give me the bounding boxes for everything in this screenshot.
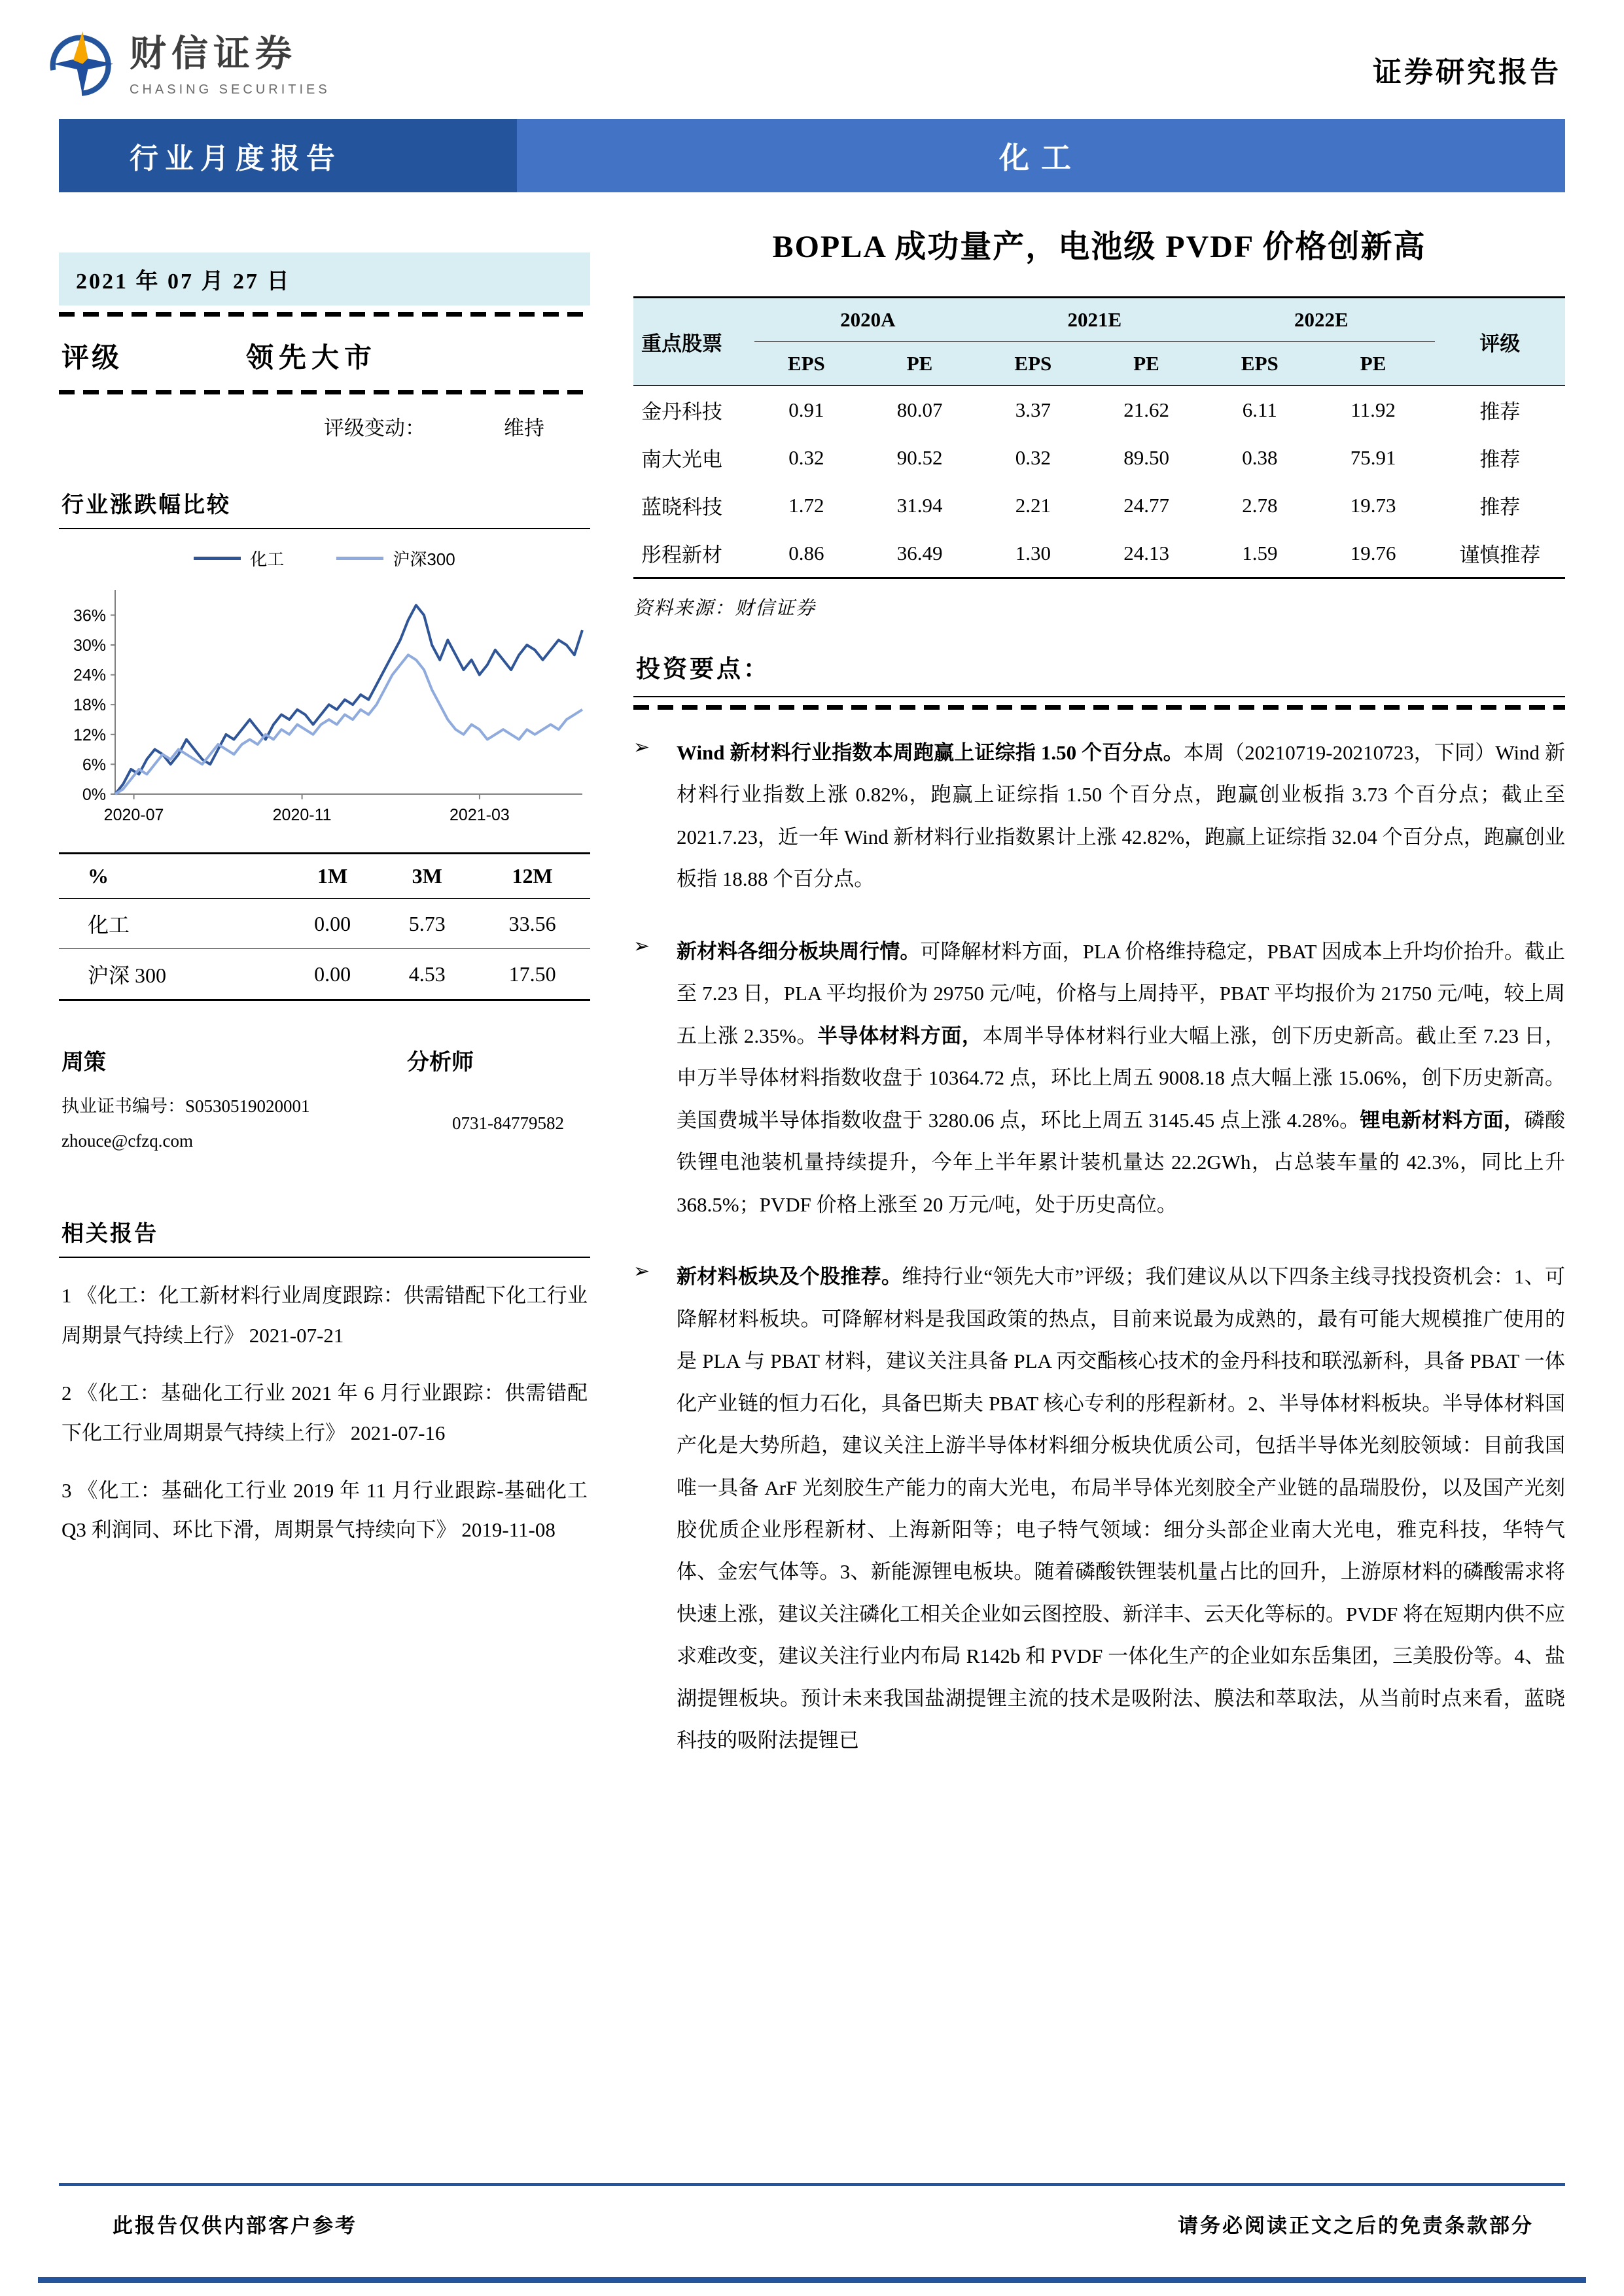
perf-table-row [59,949,590,1000]
bottom-rule [38,2277,1586,2283]
svg-text:0%: 0% [82,786,106,804]
stock-value: 1.30 [1015,541,1051,565]
legend-item-化工 [194,546,284,570]
investment-point-text: 新材料板块及个股推荐。维持行业“领先大市”评级；我们建议从以下四条主线寻找投资机会：1、可降解材料板块。可降解材料是我国政策的热点，目前来说最为成熟的，最有可能大规模推广使用的是 PLA 与 PBAT 材料，建议关注具备 PLA 丙交酯核心技术的金丹科技和联泓新科，具备 PBAT 一体化产业链的恒力石化，具备巴斯夫 PBAT 核心专利的彤程新材。2、半导体材料板块。半导体材料国产化是大势所趋，建议关注上游半导体材料细分板块优质公司，包括半导体光刻胶领域：目前我国唯一具备 ArF 光刻胶生产能力的南大光电，布局半导体光刻胶全产业链的晶瑞股份，以及国产光刻胶优质企业彤程新材、上海新阳等；电子特气领域：细分头部企业南大光电，雅克科技，华特气体、金宏气体等。3、新能源锂电板块。随着磷酸铁锂装机量占比的回升，上游原材料的磷酸需求将快速上涨，建议关注磷化工相关企业如云图控股、新洋丰、云天化等标的。PVDF 将在短期内供不应求难改变，建议关注行业内布局 R142b 和 PVDF 一体化生产的企业如东岳集团，三美股份等。4、盐湖提锂板块。预计未来我国盐湖提锂主流的技术是吸附法、膜法和萃取法，从当前时点来看，蓝晓科技的吸附法提锂已 [677,1265,1566,1752]
stock-value: 80.07 [896,398,943,421]
svg-text:6%: 6% [82,756,106,774]
stock-name: 金丹科技 [641,400,722,423]
industry-performance-chart [59,529,590,835]
svg-text:24%: 24% [73,666,106,685]
stock-rating: 推荐 [1479,400,1521,423]
stock-value: 1.72 [788,493,824,517]
perf-table-row [59,899,590,949]
logo-text [130,25,330,97]
analyst-cert: 执业证书编号：S0530519020001 [62,1096,310,1116]
stock-value: 36.49 [896,541,943,565]
bullet-arrow-icon: ➢ [633,737,650,758]
stock-value: 1.59 [1242,541,1278,565]
legend-line-icon [194,557,241,560]
analyst-name: 周策 [62,1051,106,1075]
stock-value: 89.50 [1123,445,1169,469]
related-reports-list [59,1276,590,1550]
footer-right-note: 请务必阅读正文之后的免责条款部分 [1178,2214,1534,2237]
report-title: BOPLA 成功量产，电池级 PVDF 价格创新高 [772,230,1426,264]
stock-name: 彤程新材 [641,544,722,566]
dashed-divider [59,312,590,317]
investment-point [633,1256,1565,1762]
perf-value: 17.50 [508,962,556,986]
stock-subheader-pe: PE [858,342,981,386]
perf-row-label: 化工 [88,913,130,937]
stock-value: 6.11 [1242,398,1277,421]
perf-header-12m: 12M [512,864,553,888]
svg-text:12%: 12% [73,725,106,744]
svg-text:2020-07: 2020-07 [103,806,164,824]
chart-section-title: 行业涨跌幅比较 [59,476,590,529]
stock-subheader-eps: EPS [754,342,858,386]
rating-value: 领先大市 [246,343,378,374]
analyst-email: zhouce@cfzq.com [62,1130,194,1151]
svg-text:36%: 36% [73,606,106,625]
analyst-title: 分析师 [407,1051,474,1075]
svg-text:2020-11: 2020-11 [272,806,332,824]
key-stocks-table [633,296,1565,579]
stock-table-group-header: 重点股票 [633,298,754,386]
footer-left-note: 此报告仅供内部客户参考 [113,2214,357,2237]
perf-value: 0.00 [314,962,351,986]
stock-table-year-2020: 2020A [754,298,981,342]
stock-value: 3.37 [1015,398,1051,421]
related-report-item: 2 《化工：基础化工行业 2021 年 6 月行业跟踪：供需错配下化工行业周期景气持续上行》 2021-07-16 [62,1382,588,1444]
perf-value: 5.73 [408,911,446,935]
stock-value: 90.52 [896,445,943,469]
sidebar [59,218,590,1792]
rating-change-label: 评级变动： [324,417,425,440]
analyst-block [59,1044,590,1158]
legend-item-沪深300 [336,546,455,570]
analyst-detail [59,1089,590,1158]
stock-subheader-eps: EPS [981,342,1085,386]
investment-point [633,732,1565,901]
report-type-label: 证券研究报告 [1373,56,1561,88]
stock-value: 2.78 [1242,493,1278,517]
stock-row [633,386,1565,434]
stock-value: 2.21 [1015,493,1051,517]
stock-value: 0.91 [788,398,824,421]
stock-table-rating-header: 评级 [1435,298,1565,386]
stock-value: 0.38 [1242,445,1278,469]
stock-table-year-2021: 2021E [981,298,1209,342]
perf-value: 33.56 [508,911,556,935]
stock-value: 75.91 [1350,445,1396,469]
content-columns [0,218,1624,1792]
stock-value: 24.77 [1123,493,1169,517]
legend-label: 沪深300 [393,549,455,569]
svg-text:30%: 30% [73,636,106,655]
investment-points [633,732,1565,1762]
svg-text:18%: 18% [73,696,106,715]
stock-name: 南大光电 [641,448,722,471]
stock-value: 0.86 [788,541,824,565]
related-reports-section [59,1205,590,1550]
dashed-divider [59,390,590,394]
page-header [0,0,1624,103]
perf-value: 4.53 [408,962,446,986]
investment-point-text: Wind 新材料行业指数本周跑赢上证综指 1.50 个百分点。本周（20210719-20210723，下同）Wind 新材料行业指数上涨 0.82%，跑赢上证综指 1.50 个百分点，跑赢创业板指 3.73 个百分点；截止至 2021.7.23，近一年 Wind 新材料行业指数累计上涨 42.82%，跑赢上证综指 32.04 个百分点，跑赢创业板指 18.88 个百分点。 [677,741,1565,891]
industry-label: 化工 [517,119,1565,192]
svg-text:2021-03: 2021-03 [450,806,510,824]
analyst-phone: 0731-84779582 [452,1113,564,1134]
related-report-item: 3 《化工：基础化工行业 2019 年 11 月行业跟踪-基础化工 Q3 利润同、环比下滑，周期景气持续向下》 2019-11-08 [62,1479,588,1542]
perf-header-pct: % [88,864,109,888]
perf-header-1m: 1M [317,864,348,888]
footer-divider [59,2183,1565,2186]
related-reports-title: 相关报告 [59,1205,590,1258]
perf-value: 0.00 [314,911,351,935]
rating-change-value: 维持 [504,417,544,440]
bullet-arrow-icon: ➢ [633,1261,650,1283]
data-source: 资料来源：财信证券 [633,598,817,619]
investment-points-title: 投资要点： [633,646,1565,697]
stock-row [633,481,1565,529]
logo-name-cn: 财信证券 [130,32,297,74]
investment-point [633,931,1565,1226]
legend-line-icon [336,557,383,560]
stock-value: 31.94 [896,493,943,517]
stock-subheader-pe: PE [1312,342,1435,386]
line-chart [59,573,590,829]
dashed-divider [633,705,1565,710]
stock-value: 11.92 [1350,398,1396,421]
stock-table-header-row1 [633,298,1565,342]
rating-row [59,323,590,383]
chart-legend [59,546,590,570]
perf-row-label: 沪深 300 [88,964,167,987]
stock-rating: 谨慎推荐 [1459,544,1541,566]
stock-row [633,434,1565,481]
page-footer [59,2209,1565,2238]
bullet-arrow-icon: ➢ [633,935,650,957]
stock-name: 蓝晓科技 [641,496,722,519]
report-date: 2021 年 07 月 27 日 [59,252,590,305]
company-logo [39,22,330,99]
stock-table-header-row2 [633,342,1565,386]
stock-value: 24.13 [1123,541,1169,565]
logo-icon [39,22,116,99]
legend-label: 化工 [250,549,285,569]
logo-name-en: CHASING SECURITIES [130,82,330,97]
investment-point-text: 新材料各细分板块周行情。可降解材料方面，PLA 价格维持稳定，PBAT 因成本上升均价抬升。截止至 7.23 日，PLA 平均报价为 29750 元/吨，价格与上周持平，PBAT 平均报价为 21750 元/吨，较上周五上涨 2.35%。半导体材料方面，本周半导体材料行业大幅上涨，创下历史新高。截止至 7.23 日，申万半导体材料指数收盘于 10364.72 点，环比上周五 9008.18 点大幅上涨 15.06%，创下历史新高。美国费城半导体指数收盘于 3280.06 点，环比上周五 3145.45 点上涨 4.28%。锂电新材料方面，磷酸铁锂电池装机量持续提升，今年上半年累计装机量达 22.2GWh，占总装车量的 42.3%，同比上升 368.5%；PVDF 价格上涨至 20 万元/吨，处于历史高位。 [677,939,1566,1216]
performance-table [59,852,590,1001]
analyst-header [59,1044,590,1089]
stock-value: 0.32 [1015,445,1051,469]
stock-subheader-pe: PE [1085,342,1208,386]
stock-rating: 推荐 [1479,496,1521,519]
stock-table-year-2022: 2022E [1208,298,1435,342]
stock-subheader-eps: EPS [1208,342,1311,386]
report-frequency-label: 行业月度报告 [59,119,517,192]
stock-value: 0.32 [788,445,824,469]
perf-header-3m: 3M [412,864,442,888]
rating-change-row [59,401,590,458]
stock-value: 19.73 [1350,493,1396,517]
stock-rating: 推荐 [1479,448,1521,471]
stock-value: 19.76 [1350,541,1396,565]
stock-row [633,529,1565,578]
main-content [633,218,1565,1792]
category-banner [59,119,1565,192]
stock-value: 21.62 [1123,398,1169,421]
related-report-item: 1 《化工：化工新材料行业周度跟踪：供需错配下化工行业周期景气持续上行》 2021-07-21 [62,1284,588,1347]
rating-label: 评级 [62,343,122,374]
performance-table-header [59,854,590,899]
